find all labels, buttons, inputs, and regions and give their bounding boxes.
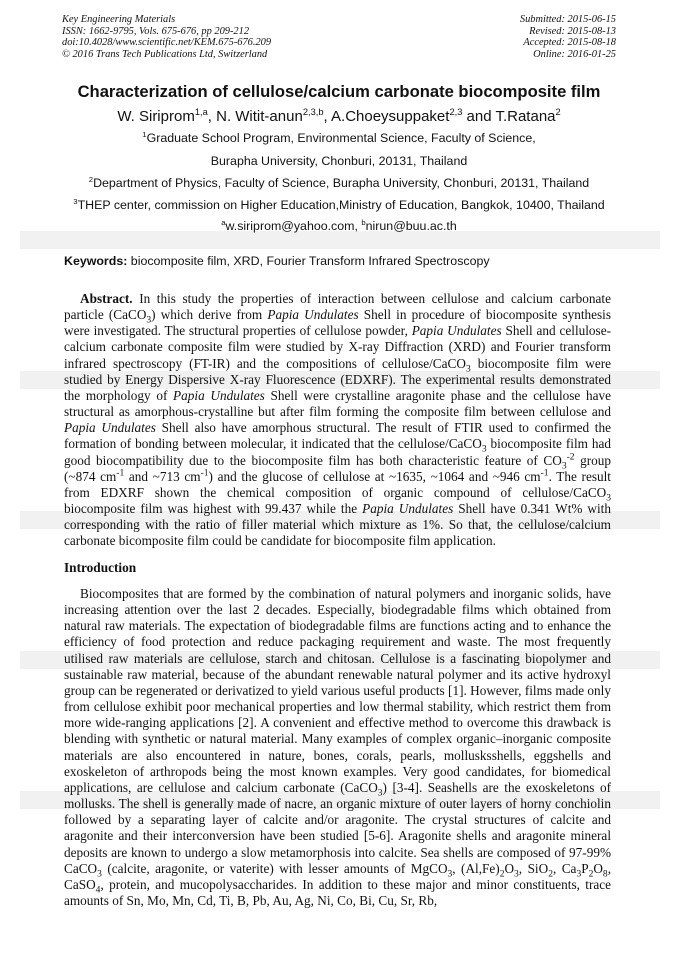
affiliation-text: Graduate School Program, Environmental Science, Faculty of Science,: [146, 131, 536, 145]
abstract-text: Shell have 0.341 Wt% with corresponding with the ratio of filler material which mixture as 1%. So that, the cellulose/calcium carbonate bicomposite film could be candidate for biocomposite film application.: [64, 501, 611, 549]
subscript: 3: [97, 868, 102, 880]
intro-text: , protein, and mucopolysaccharides. In addition to these major and minor constituents, trace amounts of Sn, Mo, Mn, Cd, Ti, B, Pb, Au, Ag, Ni, Co, Bi, Cu, Sr, Rb,: [64, 876, 611, 908]
subscript: 2: [548, 868, 553, 880]
keywords-text: biocomposite film, XRD, Fourier Transform Infrared Spectroscopy: [127, 254, 490, 268]
author-superscript: 2,3,b: [302, 107, 324, 117]
superscript: -1: [116, 467, 125, 479]
author-name: W. Siriprom: [117, 108, 195, 125]
abstract-text: Shell also have amorphous structural. The result of FTIR used to confirmed the formation of bonding between molecular, it indicated that the cellulose/CaCO: [64, 420, 611, 452]
issn-line: ISSN: 1662-9795, Vols. 675-676, pp 209-212: [62, 25, 250, 37]
email-marker: a: [221, 217, 226, 227]
affiliation-text: THEP center, commission on Higher Education,Ministry of Education, Bangkok, 10400, Thailand: [77, 198, 605, 212]
superscript: -2: [566, 451, 575, 463]
abstract-paragraph: [64, 291, 611, 550]
accepted-date: Accepted: 2015-08-18: [523, 37, 616, 49]
subscript: 4: [95, 884, 101, 896]
affiliation-text: Burapha University, Chonburi, 20131, Thailand: [210, 154, 468, 168]
intro-text: O: [593, 860, 603, 876]
subscript: 3: [481, 444, 487, 456]
intro-text: , SiO: [518, 860, 549, 876]
introduction-paragraph: [64, 586, 611, 909]
abstract-text: In this study the properties of interaction between cellulose and calcium carbonate particle (CaCO: [64, 291, 611, 323]
abstract-text: and ~713 cm: [124, 468, 201, 484]
online-date: Online: 2016-01-25: [533, 48, 616, 60]
subscript: 3: [606, 492, 611, 504]
intro-text: Biocomposites that are formed by the combination of natural polymers and inorganic solids, have increasing attention over the last 2 decades. Especially, biodegradable films which obtained from natural raw materials. The expectation of biodegradable films are functions acting and to enhance the efficiency of food protection and reduce packaging requirement and waste. The most frequently utilised raw materials are cellulose, starch and chitosan. Cellulose is a fascinating biopolymer and sustainable raw material, because of the abundant renewable natural polymer and its active hydroxyl group can be regenerated or derivatized to yield various useful products [1]. However, films made only from cellulose exhibit poor mechanical properties and low thermal stability, which restrict them from more wide-ranging applications [2]. A convenient and effective method to overcome this drawback is blending with synthetic or natural material. Many examples of complex organic–inorganic composite materials are also encountered in nature, bones, corals, pearls, mollusksshells, eggshells and exoskeleton of arthropods being the most known examples. Very good candidates, for biomedical applications, are cellulose and calcium carbonate (CaCO: [64, 586, 611, 795]
keywords-label: Keywords:: [64, 254, 128, 268]
abstract-text: ) which derive from: [151, 307, 268, 323]
paper-title: Characterization of cellulose/calcium carbonate biocomposite film: [77, 82, 601, 101]
author-name: A.Choeysuppaket: [331, 108, 450, 125]
subscript: 2: [588, 868, 594, 880]
intro-text: P: [581, 860, 589, 876]
author-superscript: 1,a: [194, 107, 208, 117]
abstract-text: Shell and cellulose-calcium carbonate composite film were studied by X-ray Diffraction (XRD) and Fourier transform infrared spectroscopy (FT-IR) and the compositions of cellulose/CaCO: [64, 323, 612, 371]
author-superscript: 2,3: [449, 107, 463, 117]
intro-text: , CaSO: [64, 860, 611, 892]
author-emails: [0, 219, 678, 233]
doi-line: doi:10.4028/www.scientific.net/KEM.675-676.209: [62, 37, 272, 49]
author-superscript: 2: [555, 107, 561, 117]
author-name: N. Witit-anun: [216, 108, 303, 125]
subscript: 3: [514, 868, 519, 880]
date-info: [520, 14, 616, 60]
intro-text: O: [504, 860, 515, 876]
revised-date: Revised: 2015-08-13: [529, 25, 616, 37]
species-name: Papia Undulates: [173, 387, 265, 403]
abstract-text: . The result from EDXRF shown the chemical composition of organic compound of cellulose/CaCO: [64, 468, 611, 500]
abstract-text: Shell in procedure of biocomposite synthesis were investigated. The structural properties of cellulose powder,: [64, 307, 612, 339]
intro-text: ) [3-4]. Seashells are the exoskeletons of mollusks. The shell is generally made of nacre, an organic mixture of outer layers of horny conchiolin followed by a separating layer of calcite and/or aragonite. The crystal structures of calcite and aragonite and their interconversion have been studied [5-6]. Aragonite shells and aragonite mineral deposits are known to undergo a slow metamorphosis into calcite. Sea shells are composed of 97-99% CaCO: [64, 779, 611, 876]
email-b: nirun@buu.ac.th: [365, 219, 457, 233]
affiliation-marker: 2: [88, 174, 94, 184]
abstract-text: biocomposite film was highest with 99.437 while the: [64, 501, 363, 517]
superscript: -1: [540, 467, 549, 479]
subscript: 3: [576, 868, 582, 880]
author-name: T.Ratana: [495, 108, 556, 125]
subscript: 3: [561, 460, 567, 472]
journal-info: [62, 14, 271, 60]
abstract-text: ) and the glucose of cellulose at ~1635, ~1064 and ~946 cm: [208, 468, 541, 484]
copyright-line: © 2016 Trans Tech Publications Ltd, Switzerland: [62, 48, 268, 60]
abstract-label: Abstract.: [80, 291, 133, 306]
section-heading-introduction: Introduction: [64, 560, 137, 575]
affiliation-marker: 1: [142, 129, 147, 139]
subscript: 3: [447, 868, 453, 880]
species-name: Papia Undulates: [64, 420, 156, 436]
subscript: 3: [377, 787, 383, 799]
intro-text: , (Al,Fe): [452, 860, 500, 876]
affiliation-text: Department of Physics, Faculty of Science, Burapha University, Chonburi, 20131, Thailand: [93, 176, 590, 190]
keywords: [64, 254, 490, 268]
abstract-text: group (~874 cm: [64, 452, 611, 484]
affiliation-3: [0, 198, 678, 212]
author-list: W. Siriprom$^{1,a}$, N. Witit-anun$^{2,3,b}$, A.Choeysuppaket$^{2,3}$ and T.Ratana$^2$: [117, 107, 561, 125]
subscript: 2: [499, 868, 505, 880]
abstract-text: Shell were crystalline aragonite phase and the cellulose have structural as amorphous-crystalline but after film forming the composite film between cellulose and: [64, 387, 611, 420]
species-name: Papia Undulates: [267, 307, 359, 323]
species-name: Papia Undulates: [362, 501, 454, 517]
submitted-date: Submitted: 2015-06-15: [519, 14, 616, 25]
abstract-text: biocomposite film had good biocompatibility due to the biocomposite film has both characteristic feature of CO: [64, 436, 611, 468]
email-a: w.siriprom@yahoo.com,: [225, 219, 362, 233]
subscript: 3: [465, 363, 471, 375]
subscript: 8: [602, 868, 608, 880]
superscript: -1: [200, 467, 209, 479]
affiliation-1-line-2: [0, 154, 678, 168]
affiliation-1-line-1: [0, 131, 678, 145]
subscript: 3: [146, 314, 152, 326]
abstract-text: biocomposite film were studied by Energy Dispersive X-ray Fluorescence (EDXRF). The experimental results demonstrated the morphology of: [64, 355, 611, 403]
intro-text: , Ca: [552, 860, 577, 876]
intro-text: (calcite, aragonite, or vaterite) with lesser amounts of MgCO: [101, 860, 448, 876]
affiliation-marker: 3: [73, 196, 78, 206]
species-name: Papia Undulates: [411, 323, 502, 339]
email-marker: b: [361, 217, 366, 227]
affiliation-2: [0, 176, 678, 190]
journal-name: Key Engineering Materials: [62, 14, 176, 25]
